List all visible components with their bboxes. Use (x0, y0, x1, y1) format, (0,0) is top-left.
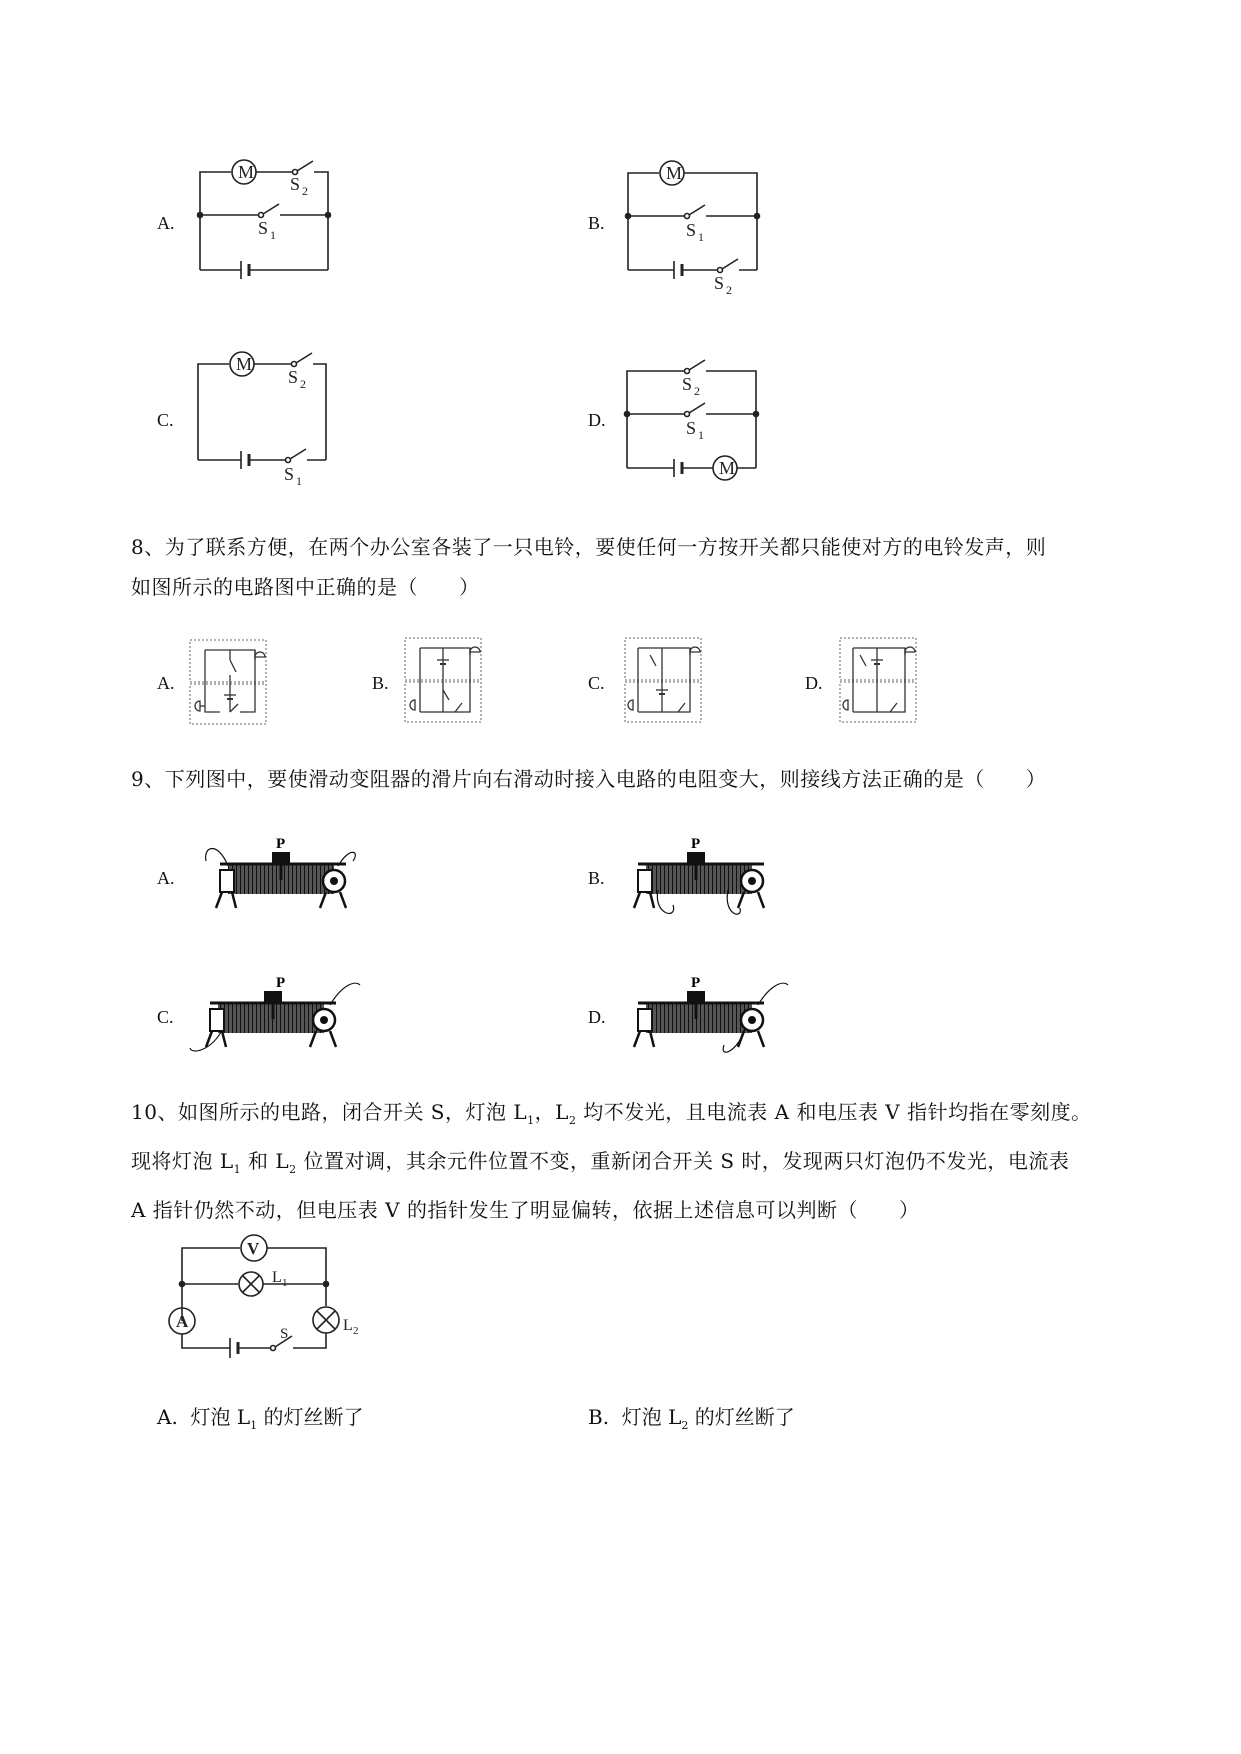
q10-sub: 2 (289, 1163, 297, 1176)
lamp-l2-sub: 2 (353, 1325, 359, 1337)
q7-option-d-label: D. (588, 410, 606, 430)
q9-option-b-label: B. (588, 868, 605, 888)
answer-text: 的灯丝断了 (257, 1405, 364, 1429)
q7-option-a-label: A. (157, 213, 175, 233)
switch-label: S (686, 220, 697, 240)
q8-option-b-label: B. (372, 673, 389, 693)
motor-label: M (236, 354, 253, 374)
lamp-l2-label: L (343, 1317, 353, 1334)
slider-label: P (691, 836, 701, 852)
q10-line2-part: 和 L (241, 1149, 290, 1173)
lamp-l1-sub: 1 (282, 1277, 288, 1289)
switch-sub: 2 (694, 384, 700, 398)
switch-sub: 1 (698, 428, 704, 442)
q10-line1-part: 均不发光，且电流表 A 和电压表 V 指针均指在零刻度。 (576, 1100, 1092, 1124)
q9-number: 9、 (131, 767, 165, 791)
q9-text-body: 下列图中，要使滑动变阻器的滑片向右滑动时接入电路的电阻变大，则接线方法正确的是（ ） (164, 767, 1047, 791)
q8-option-c-label: C. (588, 673, 605, 693)
ammeter-label: A (176, 1312, 189, 1331)
switch-label: S (682, 374, 693, 394)
slider-label: P (276, 975, 286, 991)
switch-label: S (290, 174, 301, 194)
q9-option-d-label: D. (588, 1007, 606, 1027)
switch-label: S (284, 464, 295, 484)
q8-number: 8、 (131, 535, 165, 559)
q10-line2-part: 现将灯泡 L (131, 1149, 234, 1173)
q10-line2-part: 位置对调，其余元件位置不变，重新闭合开关 S 时，发现两只灯泡仍不发光，电流表 (296, 1149, 1070, 1173)
q7-option-c-label: C. (157, 410, 174, 430)
q10-number: 10、 (131, 1100, 178, 1124)
q8-option-d-label: D. (805, 673, 823, 693)
answer-text: 灯泡 L (190, 1405, 251, 1429)
q10-sub: 1 (527, 1114, 535, 1127)
switch-sub: 2 (300, 377, 306, 391)
q9-option-a-label: A. (157, 868, 175, 888)
q7-option-b-label: B. (588, 213, 605, 233)
switch-label: S (686, 418, 697, 438)
switch-sub: 2 (302, 184, 308, 198)
switch-label: S (288, 367, 299, 387)
q8-text-line2: 如图所示的电路图中正确的是（ ） (131, 575, 480, 599)
lamp-l1-label: L (272, 1269, 282, 1286)
q10-line3: A 指针仍然不动，但电压表 V 的指针发生了明显偏转，依据上述信息可以判断（ ） (131, 1198, 920, 1222)
slider-label: P (691, 975, 701, 991)
motor-label: M (238, 162, 255, 182)
switch-label: S (258, 218, 269, 238)
q9-option-c-label: C. (157, 1007, 174, 1027)
answer-letter: B. (588, 1405, 610, 1429)
answer-text: 灯泡 L (621, 1405, 682, 1429)
answer-letter: A. (157, 1405, 178, 1429)
slider-label: P (276, 836, 286, 852)
q10-sub: 2 (568, 1114, 577, 1127)
q8-option-a-label: A. (157, 673, 175, 693)
motor-label: M (719, 458, 736, 478)
q8-text-line1: 为了联系方便，在两个办公室各装了一只电铃，要使任何一方按开关都只能使对方的电铃发声，则 (164, 535, 1047, 559)
switch-sub: 1 (270, 228, 276, 242)
switch-sub: 1 (296, 474, 302, 488)
q10-line1-part: 如图所示的电路，闭合开关 S，灯泡 L (177, 1100, 528, 1124)
q10-answer-a (157, 1401, 364, 1432)
answer-text: 的灯丝断了 (688, 1405, 795, 1429)
voltmeter-label: V (247, 1239, 260, 1258)
answer-sub: 2 (681, 1419, 689, 1432)
answer-sub: 1 (250, 1419, 258, 1432)
switch-label: S (714, 273, 725, 293)
switch-sub: 2 (726, 283, 732, 297)
q10-sub: 1 (233, 1163, 242, 1176)
motor-label: M (666, 163, 683, 183)
q10-answer-b (588, 1401, 795, 1432)
switch-sub: 1 (698, 230, 704, 244)
q10-line1-part: ，L (534, 1100, 569, 1124)
switch-label: S (280, 1326, 289, 1342)
